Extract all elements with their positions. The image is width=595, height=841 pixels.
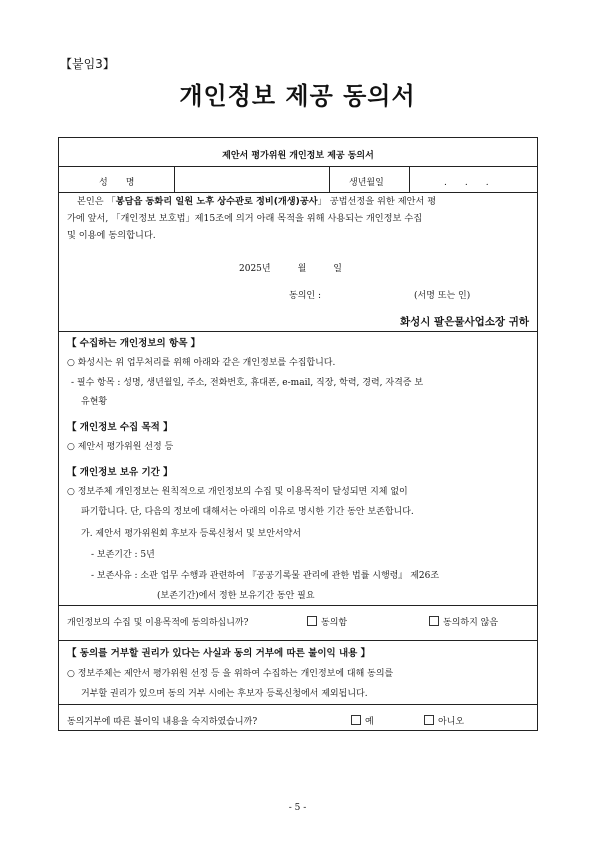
yes-option[interactable]: 예: [351, 714, 374, 727]
no-option[interactable]: 아니오: [424, 714, 464, 727]
purpose-text: ○ 제안서 평가위원 선정 등: [67, 442, 174, 452]
consent-intro: 본인은 「봉담읍 동화리 일원 노후 상수관로 정비(개생)공사」 공법선정을 위한 제안서 평 가에 앞서, 「개인정보 보호법」제15조에 의거 아래 목적을 위해 사용되는 개인정보 수집 및 이용에 동의합니다.: [67, 196, 437, 241]
consenter-label: 동의인 :: [289, 291, 321, 301]
section-refusal-title: 【 동의를 거부할 권리가 있다는 사실과 동의 거부에 따른 불이익 내용 】: [67, 648, 371, 659]
section-items-title: 【 수집하는 개인정보의 항목 】: [67, 338, 201, 349]
addressee: 화성시 팔은물사업소장 귀하: [399, 316, 529, 328]
attachment-label: 【붙임3】: [60, 57, 115, 71]
section-purpose-title: 【 개인정보 수집 목적 】: [67, 422, 173, 433]
signature-note[interactable]: (서명 또는 인): [414, 291, 471, 301]
page-title: 개인정보 제공 동의서: [179, 82, 416, 110]
agree-option[interactable]: 동의함: [307, 615, 347, 628]
name-field[interactable]: [175, 167, 328, 191]
disagree-checkbox[interactable]: [429, 616, 439, 626]
question-consent: 개인정보의 수집 및 이용목적에 동의하십니까?: [67, 618, 249, 628]
birth-value[interactable]: . . .: [444, 178, 489, 188]
consent-form: [58, 137, 538, 731]
retention-text-2: 파기합니다. 단, 다음의 정보에 대해서는 아래의 이유로 명시한 기간 동안 보존합니다.: [81, 507, 414, 517]
section-items-text: ○ 화성시는 위 업무처리를 위해 아래와 같은 개인정보를 수집합니다.: [67, 358, 336, 368]
birth-label: 생년월일: [349, 178, 384, 188]
no-checkbox[interactable]: [424, 715, 434, 725]
retention-reason: - 보존사유 : 소관 업무 수행과 관련하여 『공공기록물 관리에 관한 법률 시행령』 제26조: [91, 571, 440, 581]
retention-reason-cont: (보존기간)에서 정한 보유기간 동안 필요: [157, 591, 315, 601]
question-refusal: 동의거부에 따른 불이익 내용을 숙지하였습니까?: [67, 717, 258, 727]
disagree-option[interactable]: 동의하지 않음: [429, 615, 498, 628]
section-retention-title: 【 개인정보 보유 기간 】: [67, 467, 173, 478]
yes-checkbox[interactable]: [351, 715, 361, 725]
retention-item: 가. 제안서 평가위원회 후보자 등록신청서 및 보안서약서: [81, 529, 301, 539]
page-number: - 5 -: [288, 803, 307, 813]
name-label: 성 명: [99, 178, 135, 188]
project-name: 봉담읍 동화리 일원 노후 상수관로 정비(개생)공사: [115, 196, 318, 207]
refusal-text-1: ○ 정보주체는 제안서 평가위원 선정 등 을 위하여 수집하는 개인정보에 대해 동의를: [67, 669, 394, 679]
required-items: - 필수 항목 : 성명, 생년월일, 주소, 전화번호, 휴대폰, e-mail, 직장, 학력, 경력, 자격증 보: [71, 378, 424, 388]
required-items-cont: 유현황: [81, 397, 108, 407]
date-line: 2025년 월 일: [239, 264, 342, 274]
agree-checkbox[interactable]: [307, 616, 317, 626]
retention-period: - 보존기간 : 5년: [91, 550, 155, 560]
refusal-text-2: 거부할 권리가 있으며 동의 거부 시에는 후보자 등록신청에서 제외됩니다.: [81, 689, 368, 699]
retention-text-1: ○ 정보주체 개인정보는 원칙적으로 개인정보의 수집 및 이용목적이 달성되면 지체 없이: [67, 487, 408, 497]
form-header: 제안서 평가위원 개인정보 제공 동의서: [222, 151, 374, 161]
